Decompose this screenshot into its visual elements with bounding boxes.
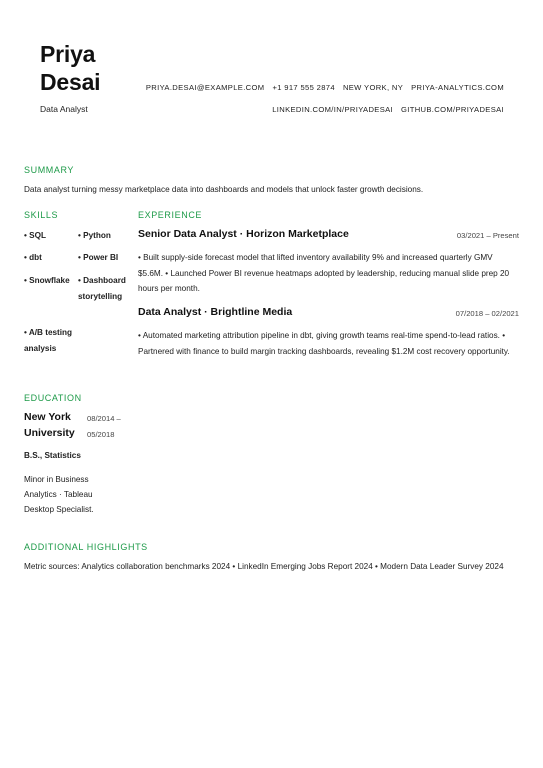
first-name: Priya: [40, 41, 96, 67]
experience-heading: EXPERIENCE: [138, 210, 203, 220]
job-details: • Built supply-side forecast model that lifted inventory availability 9% and increased quarterly GMV $5.6M. • Launched Power BI revenue heatmaps adopted by leadership, reducing manual slide prep 20 hours per month.: [138, 253, 510, 293]
job-details: • Automated marketing attribution pipeline in dbt, giving growth teams real-time spend-to-lead ratios. • Partnered with finance to build margin tracking dashboards, revealing $1.2M cost recovery opportunity.: [138, 331, 510, 356]
skills-heading: SKILLS: [24, 210, 59, 220]
summary-heading: SUMMARY: [24, 165, 75, 175]
last-name: Desai: [40, 69, 101, 95]
contact-website[interactable]: PRIYA-ANALYTICS.COM: [411, 83, 504, 92]
highlights-heading: ADDITIONAL HIGHLIGHTS: [24, 542, 148, 552]
skill-item: • SQL: [24, 231, 46, 240]
education-school: New York University: [24, 411, 75, 439]
candidate-name: [40, 40, 100, 96]
contact-email[interactable]: PRIYA.DESAI@EXAMPLE.COM: [145, 83, 265, 92]
skill-item: • dbt: [24, 253, 42, 262]
highlights-text: Metric sources: Analytics collaboration benchmarks 2024 • LinkedIn Emerging Jobs Report 2024 • Modern Data Leader Survey 2024: [24, 562, 504, 571]
skill-item: • Snowflake: [24, 276, 70, 285]
skill-item: • Python: [78, 231, 111, 240]
contact-row-primary: [146, 83, 504, 92]
job-title: Data Analyst · Brightline Media: [138, 306, 293, 318]
education-degree: B.S., Statistics: [24, 451, 81, 460]
skill-item: • A/B testing analysis: [24, 328, 73, 353]
job-dates: 07/2018 – 02/2021: [455, 309, 519, 318]
job-title: Senior Data Analyst · Horizon Marketplace: [138, 228, 349, 240]
education-minor: Minor in Business Analytics · Tableau Desktop Specialist.: [24, 475, 94, 514]
skill-item: • Power BI: [78, 253, 119, 262]
education-dates: 08/2014 – 05/2018: [87, 414, 121, 439]
contact-location: NEW YORK, NY: [342, 83, 404, 92]
summary-text: Data analyst turning messy marketplace data into dashboards and models that unlock faster growth decisions.: [24, 185, 424, 194]
job-dates: 03/2021 – Present: [456, 231, 519, 240]
contact-phone[interactable]: +1 917 555 2874: [272, 83, 335, 92]
candidate-role: Data Analyst: [40, 104, 88, 114]
contact-linkedin[interactable]: LINKEDIN.COM/IN/PRIYADESAI: [272, 105, 393, 114]
contact-row-secondary: [272, 105, 504, 114]
skill-item: • Dashboard storytelling: [78, 276, 126, 301]
education-heading: EDUCATION: [24, 393, 82, 403]
contact-github[interactable]: GITHUB.COM/PRIYADESAI: [401, 105, 504, 114]
